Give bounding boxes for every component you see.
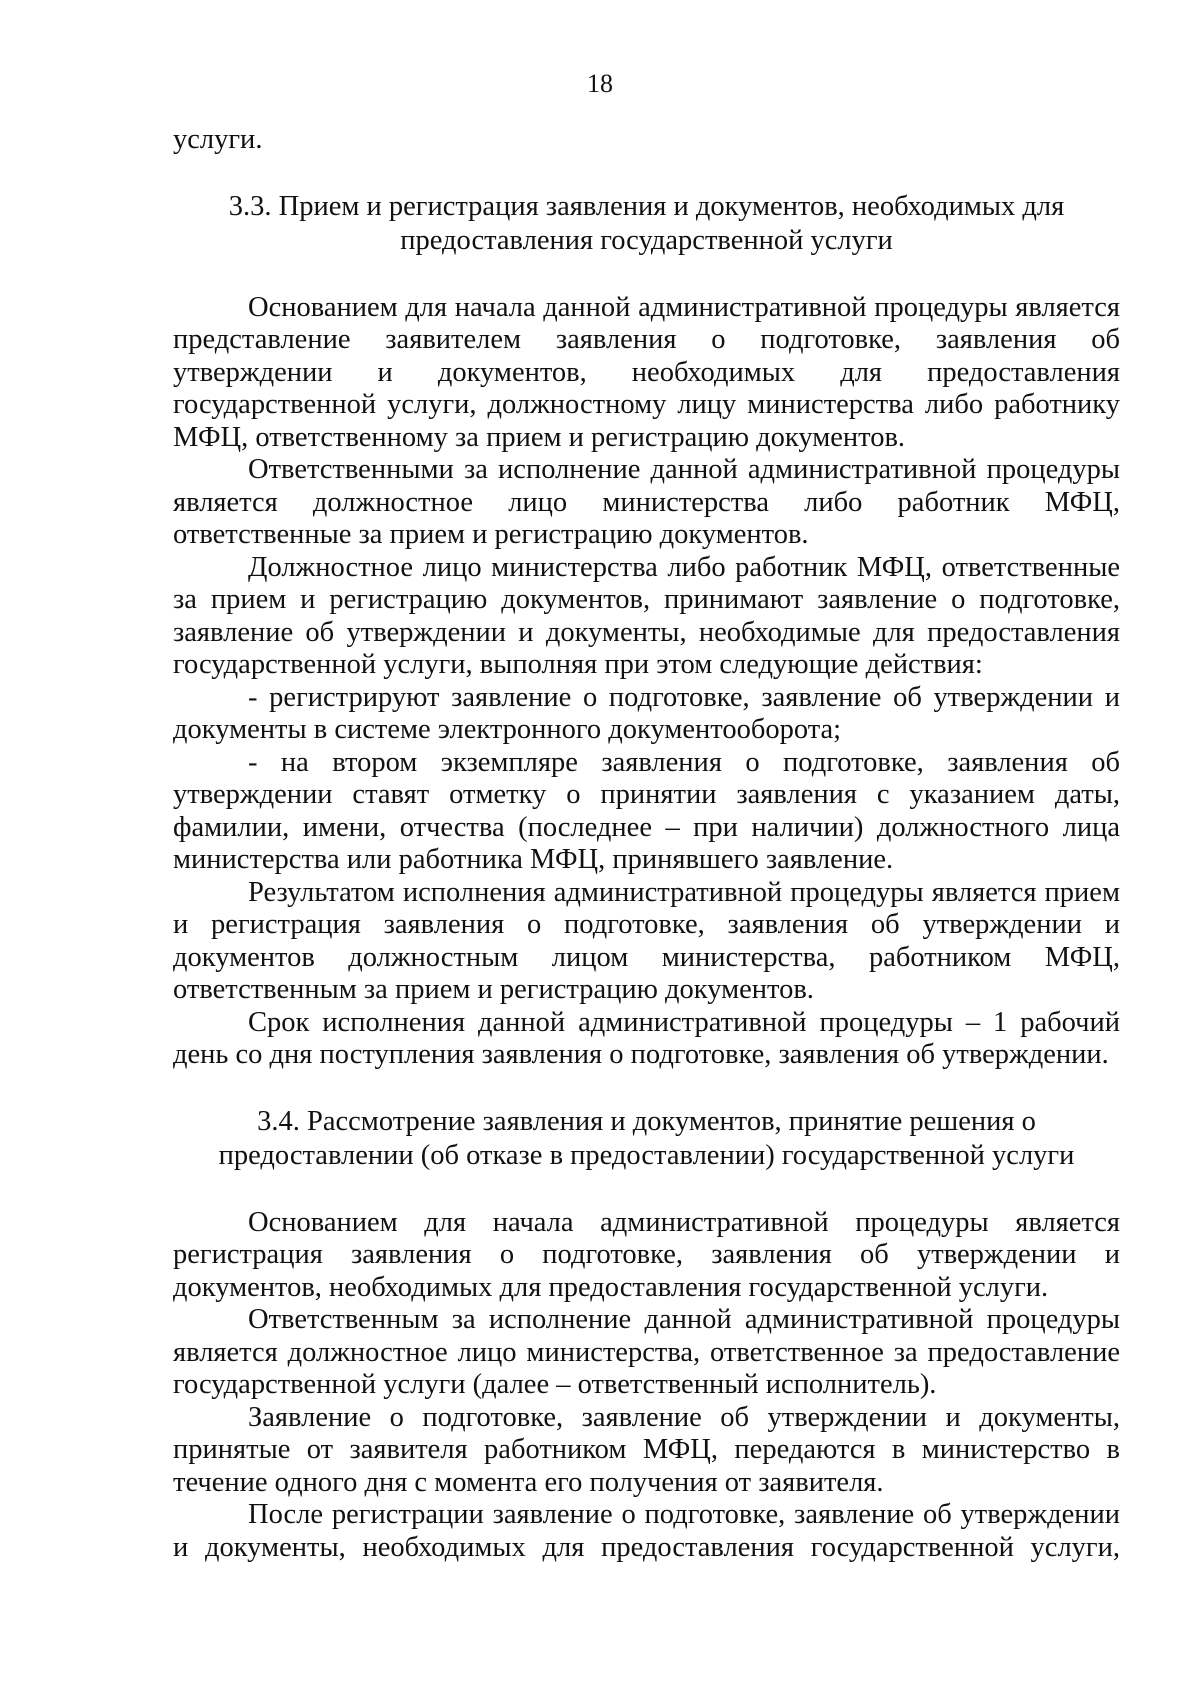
paragraph: После регистрации заявление о подготовке, заявление об утверждении и документы, необходимых для предоставления государственной услуги,	[173, 1499, 1120, 1563]
paragraph: Ответственными за исполнение данной административной процедуры является должностное лицо министерства либо работник МФЦ, ответственные за прием и регистрацию документов.	[173, 454, 1120, 550]
section-heading-line: предоставления государственной услуги	[400, 224, 893, 256]
section-3-3-heading	[173, 190, 1120, 258]
paragraph: Ответственным за исполнение данной административной процедуры является должностное лицо министерства, ответственное за предоставление государственной услуги (далее – ответственный исполнитель).	[173, 1304, 1120, 1400]
paragraph: Основанием для начала административной процедуры является регистрация заявления о подготовке, заявления об утверждении и документов, необходимых для предоставления государственной услуги.	[173, 1206, 1120, 1303]
paragraph: Основанием для начала данной административной процедуры является представление заявителем заявления о подготовке, заявления об утверждении и документов, необходимых для предоставления государственной услуги, должностному лицу министерства либо работнику МФЦ, ответственному за прием и регистрацию документов.	[173, 291, 1120, 453]
page-number: 18	[587, 69, 613, 98]
list-item: - на втором экземпляре заявления о подготовке, заявления об утверждении ставят отметку о принятии заявления с указанием даты, фамилии, имени, отчества (последнее – при наличии) должностного лица министерства или работника МФЦ, принявшего заявление.	[173, 746, 1120, 875]
section-3-4-heading	[173, 1105, 1120, 1173]
paragraph: Заявление о подготовке, заявление об утверждении и документы, принятые от заявителя работником МФЦ, передаются в министерство в течение одного дня с момента его получения от заявителя.	[173, 1401, 1120, 1498]
document-body	[173, 124, 1120, 1564]
paragraph: Срок исполнения данной административной процедуры – 1 рабочий день со дня поступления заявления о подготовке, заявления об утверждении.	[173, 1006, 1120, 1070]
paragraph: Результатом исполнения административной процедуры является прием и регистрация заявления о подготовке, заявления об утверждении и документов должностным лицом министерства, работником МФЦ, ответственным за прием и регистрацию документов.	[173, 876, 1120, 1005]
list-item: - регистрируют заявление о подготовке, заявление об утверждении и документы в системе электронного документооборота;	[173, 681, 1120, 745]
section-heading-line: 3.3. Прием и регистрация заявления и документов, необходимых для	[228, 190, 1065, 222]
section-heading-line: 3.4. Рассмотрение заявления и документов, принятие решения о	[257, 1105, 1036, 1137]
paragraph: Должностное лицо министерства либо работник МФЦ, ответственные за прием и регистрацию документов, принимают заявление о подготовке, заявление об утверждении и документы, необходимые для предоставления государственной услуги, выполняя при этом следующие действия:	[173, 551, 1120, 680]
continued-text: услуги.	[173, 124, 263, 155]
section-heading-line: предоставлении (об отказе в предоставлении) государственной услуги	[218, 1139, 1075, 1171]
